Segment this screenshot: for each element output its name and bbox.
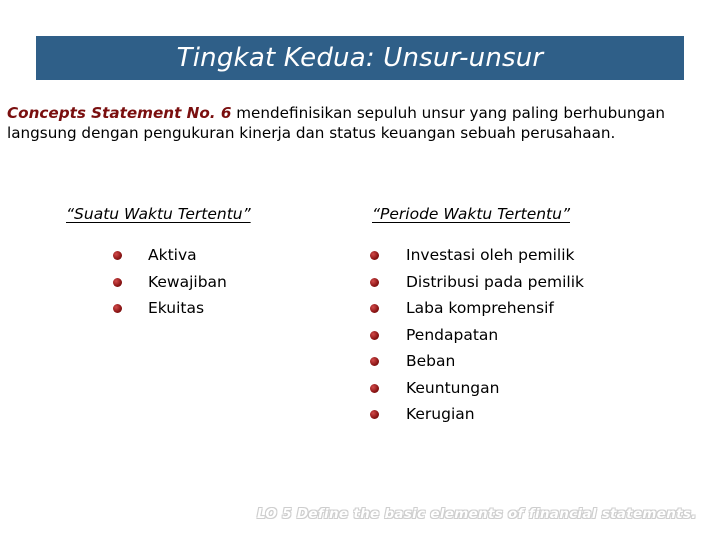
bullet-icon [113,304,122,313]
concepts-statement-ref: Concepts Statement No. 6 [7,104,232,122]
left-column-heading: “Suatu Waktu Tertentu” [66,205,251,223]
bullet-icon [113,278,122,287]
list-item [148,295,227,322]
bullet-icon [113,251,122,260]
list-item [406,269,584,296]
list-item [406,375,584,402]
slide-title: Tingkat Kedua: Unsur-unsur [176,43,544,73]
list-item-label: Laba komprehensif [406,299,554,317]
list-item-label: Distribusi pada pemilik [406,272,585,291]
list-item-label: Investasi oleh pemilik [406,246,575,264]
list-item-label: Ekuitas [148,299,205,317]
bullet-icon [370,251,379,260]
list-item-label: Kerugian [406,405,475,423]
right-element-list [406,242,584,428]
right-column-heading: “Periode Waktu Tertentu” [372,205,570,223]
left-element-list [148,242,227,322]
list-item [406,348,584,375]
list-item-label: Beban [406,352,456,370]
list-item [406,401,584,428]
list-item [406,242,584,269]
title-bar [36,36,684,80]
list-item-label: Kewajiban [148,272,227,291]
intro-text: mendefinisikan sepuluh unsur yang paling berhubungan langsung dengan pengukuran kinerja dan status keuangan sebuah perusahaan. [7,104,666,142]
list-item [406,295,584,322]
list-item-label: Keuntungan [406,378,500,397]
learning-objective-footer: LO 5 Define the basic elements of financial statements. [257,506,697,522]
intro-paragraph [7,103,713,143]
list-item-label: Pendapatan [406,325,499,344]
bullet-icon [370,331,379,340]
bullet-icon [370,304,379,313]
bullet-icon [370,410,379,419]
bullet-icon [370,278,379,287]
bullet-icon [370,357,379,366]
list-item [148,269,227,296]
list-item-label: Aktiva [148,246,197,264]
list-item [148,242,227,269]
list-item [406,322,584,349]
bullet-icon [370,384,379,393]
